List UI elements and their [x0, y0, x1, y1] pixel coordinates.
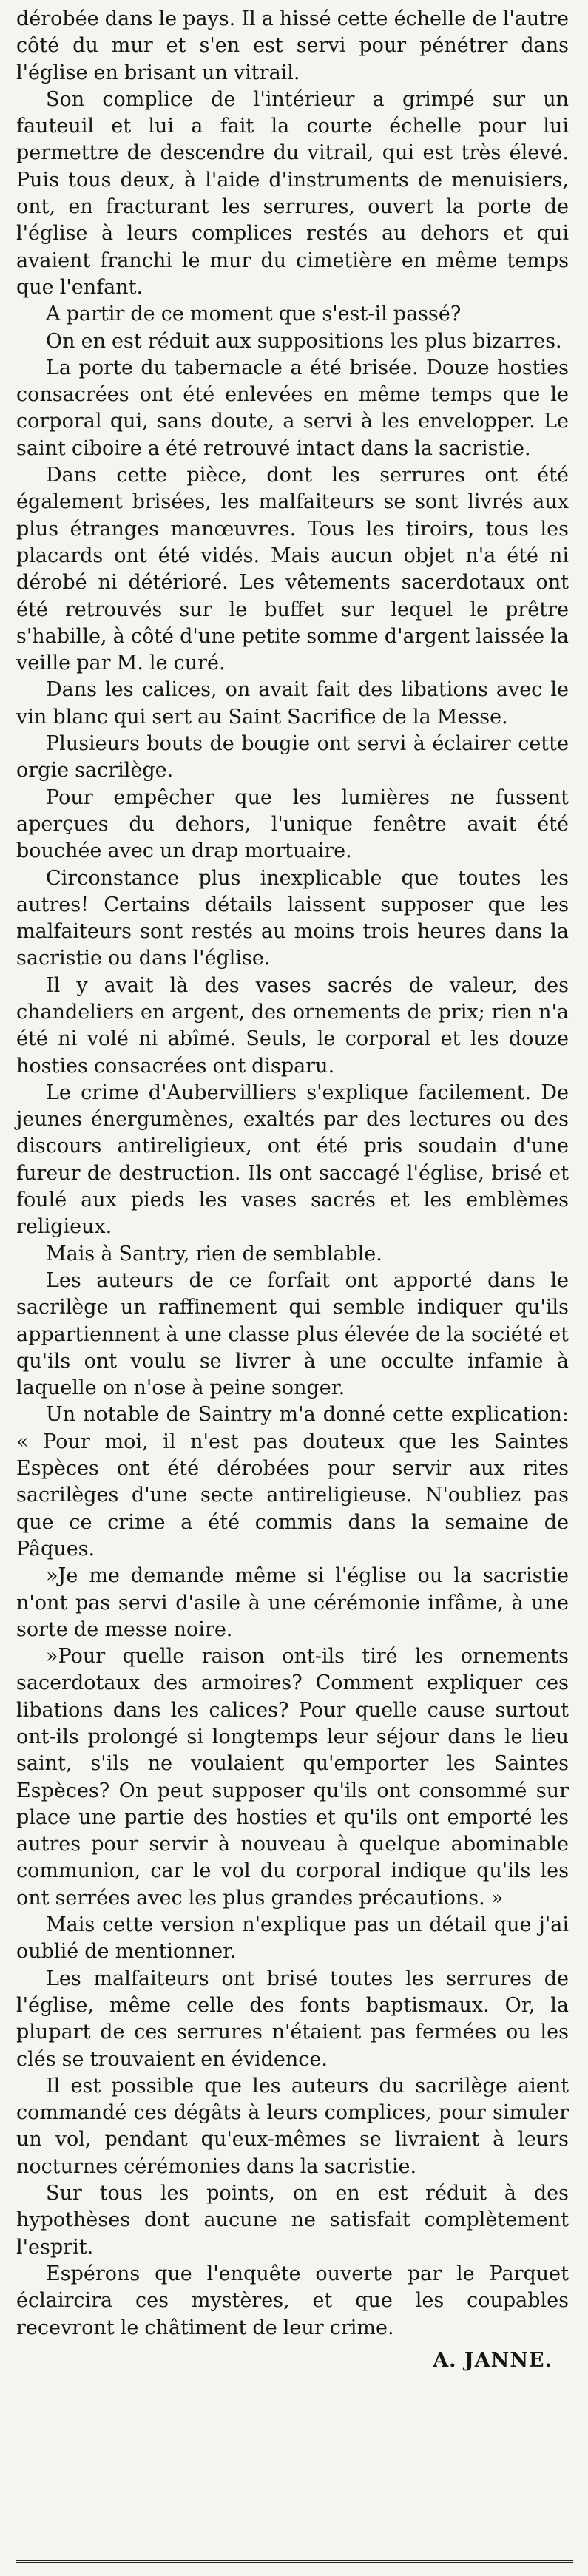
- article-paragraph-19: Les malfaiteurs ont brisé toutes les serrures de l'église, même celle des fonts baptismaux. Or, la plupart de ces serrures n'étaient pas fermées ou les clés se trouvaient en évidence.: [16, 1967, 569, 2071]
- article-paragraph-4: On en est réduit aux suppositions les plus bizarres.: [46, 329, 562, 353]
- article-paragraph-9: Pour empêcher que les lumières ne fussent aperçues du dehors, l'unique fenêtre avait été bouchée avec un drap mortuaire.: [16, 785, 569, 863]
- article-paragraph-10: Circonstance plus inexplicable que toutes les autres! Certains détails laissent supposer que les malfaiteurs sont restés au moins trois heures dans la sacristie ou dans l'église.: [16, 866, 569, 970]
- article-paragraph-22: Espérons que l'enquête ouverte par le Parquet éclaircira ces mystères, et que les coupables recevront le châtiment de leur crime.: [16, 2262, 569, 2339]
- article-paragraph-3: A partir de ce moment que s'est-il passé?: [46, 302, 462, 326]
- article-paragraph-16: »Je me demande même si l'église ou la sacristie n'ont pas servi d'asile à une cérémonie infâme, à une sorte de messe noire.: [16, 1564, 569, 1641]
- article-paragraph-2: Son complice de l'intérieur a grimpé sur un fauteuil et lui a fait la courte échelle pour lui permettre de descendre du vitrail, qui est très élevé. Puis tous deux, à l'aide d'instruments de menuisiers, ont, en fracturant les serrures, ouvert la porte de l'église à leurs complices restés au dehors et qui avaient franchi le mur du cimetière en même temps que l'enfant.: [16, 87, 569, 299]
- article-paragraph-20: Il est possible que les auteurs du sacrilège aient commandé ces dégâts à leurs complices, pour simuler un vol, pendant qu'eux-mêmes se livraient à leurs nocturnes cérémonies dans la sacristie.: [16, 2074, 569, 2178]
- article-paragraph-17: »Pour quelle raison ont-ils tiré les ornements sacerdotaux des armoires? Comment expliquer ces libations dans les calices? Pour quelle cause surtout ont-ils prolongé si longtemps leur séjour dans le lieu saint, s'ils ne voulaient qu'emporter les Saintes Espèces? On peut supposer qu'ils ont consommé sur place une partie des hosties et qu'ils ont emporté les autres pour servir à nouveau à quelque abominable communion, car le vol du corporal indique qu'ils les ont serrées avec les plus grandes précautions. »: [16, 1645, 569, 1910]
- article-paragraph-14: Les auteurs de ce forfait ont apporté dans le sacrilège un raffinement qui semble indiquer qu'ils appartiennent à une classe plus élevée de la société et qu'ils ont voulu se livrer à une occulte infamie à laquelle on n'ose à peine songer.: [16, 1268, 569, 1400]
- article-paragraph-21: Sur tous les points, on en est réduit à des hypothèses dont aucune ne satisfait complètement l'esprit.: [16, 2182, 569, 2259]
- article-paragraph-12: Le crime d'Aubervilliers s'explique facilement. De jeunes énergumènes, exaltés par des lectures ou des discours antireligieux, ont été pris soudain d'une fureur de destruction. Ils ont saccagé l'église, brisé et foulé aux pieds les vases sacrés et les emblèmes religieux.: [16, 1081, 569, 1239]
- article-paragraph-6: Dans cette pièce, dont les serrures ont été également brisées, les malfaiteurs se sont livrés aux plus étranges manœuvres. Tous les tiroirs, tous les placards ont été vidés. Mais aucun objet n'a été ni dérobé ni détérioré. Les vêtements sacerdotaux ont été retrouvés sur le buffet sur lequel le prêtre s'habille, à côté d'une petite somme d'argent laissée la veille par M. le curé.: [16, 464, 569, 675]
- article-paragraph-7: Dans les calices, on avait fait des libations avec le vin blanc qui sert au Saint Sacrifice de la Messe.: [16, 678, 569, 728]
- article-paragraph-11: Il y avait là des vases sacrés de valeur, des chandeliers en argent, des ornements de prix; rien n'a été ni volé ni abîmé. Seuls, le corporal et les douze hosties consacrées ont disparu.: [16, 973, 569, 1078]
- article-paragraph-18: Mais cette version n'explique pas un détail que j'ai oublié de mentionner.: [16, 1913, 569, 1964]
- article-paragraph-5: La porte du tabernacle a été brisée. Douze hosties consacrées ont été enlevées en même temps que le corporal qui, sans doute, a servi à les envelopper. Le saint ciboire a été retrouvé intact dans la sacristie.: [16, 356, 569, 460]
- article-paragraph-8: Plusieurs bouts de bougie ont servi à éclairer cette orgie sacrilège.: [16, 732, 569, 782]
- article-paragraph-1: dérobée dans le pays. Il a hissé cette échelle de l'autre côté du mur et s'en est servi pour pénétrer dans l'église en brisant un vitrail.: [16, 7, 569, 84]
- article-paragraph-15: Un notable de Saintry m'a donné cette explication: « Pour moi, il n'est pas douteux que les Saintes Espèces ont été dérobées pour servir aux rites sacrilèges d'une secte antireligieuse. N'oubliez pas que ce crime a été commis dans la semaine de Pâques.: [16, 1403, 569, 1561]
- author-signature: A. JANNE.: [433, 2348, 552, 2372]
- article-paragraph-13: Mais à Santry, rien de semblable.: [46, 1242, 382, 1265]
- bottom-rule: [16, 2560, 573, 2563]
